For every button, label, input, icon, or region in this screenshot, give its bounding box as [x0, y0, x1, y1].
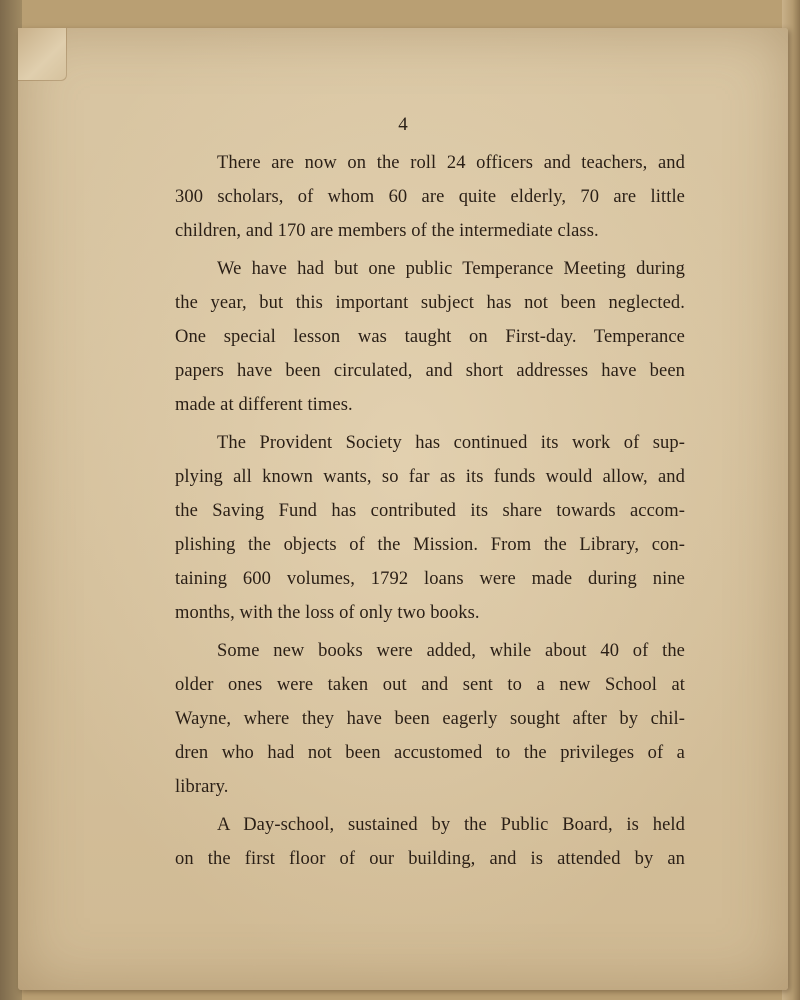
text-line: on the first floor of our building, and is attended by an — [175, 849, 685, 869]
text-line: Some new books were added, while about 40 of the — [217, 641, 685, 661]
page-number: 4 — [398, 114, 408, 135]
text-line: the year, but this important subject has not been neglected. — [175, 293, 685, 313]
text-line: older ones were taken out and sent to a new School at — [175, 675, 685, 695]
text-line: plishing the objects of the Mission. From the Library, con- — [175, 535, 685, 555]
paragraph-roll — [133, 146, 685, 252]
folded-corner — [18, 28, 67, 81]
text-line: Wayne, where they have been eagerly sought after by chil- — [175, 709, 685, 729]
body-text — [133, 146, 685, 880]
text-line: made at different times. — [175, 395, 353, 415]
paragraph-new-books — [133, 634, 685, 808]
document-page — [18, 28, 788, 990]
text-line: taining 600 volumes, 1792 loans were made during nine — [175, 569, 685, 589]
text-line: plying all known wants, so far as its funds would allow, and — [175, 467, 685, 487]
text-line: One special lesson was taught on First-day. Temperance — [175, 327, 685, 347]
text-line: There are now on the roll 24 officers and teachers, and — [217, 153, 685, 173]
text-line: months, with the loss of only two books. — [175, 603, 480, 623]
text-line: A Day-school, sustained by the Public Board, is held — [217, 815, 685, 835]
text-line: the Saving Fund has contributed its share towards accom- — [175, 501, 685, 521]
text-line: children, and 170 are members of the intermediate class. — [175, 221, 599, 241]
text-line: 300 scholars, of whom 60 are quite elderly, 70 are little — [175, 187, 685, 207]
text-line: The Provident Society has continued its work of sup- — [217, 433, 685, 453]
text-line: dren who had not been accustomed to the privileges of a — [175, 743, 685, 763]
text-line: We have had but one public Temperance Meeting during — [217, 259, 685, 279]
text-line: library. — [175, 777, 229, 797]
paragraph-temperance — [133, 252, 685, 426]
paragraph-provident-society — [133, 426, 685, 634]
text-line: papers have been circulated, and short addresses have been — [175, 361, 685, 381]
paragraph-day-school — [133, 808, 685, 880]
